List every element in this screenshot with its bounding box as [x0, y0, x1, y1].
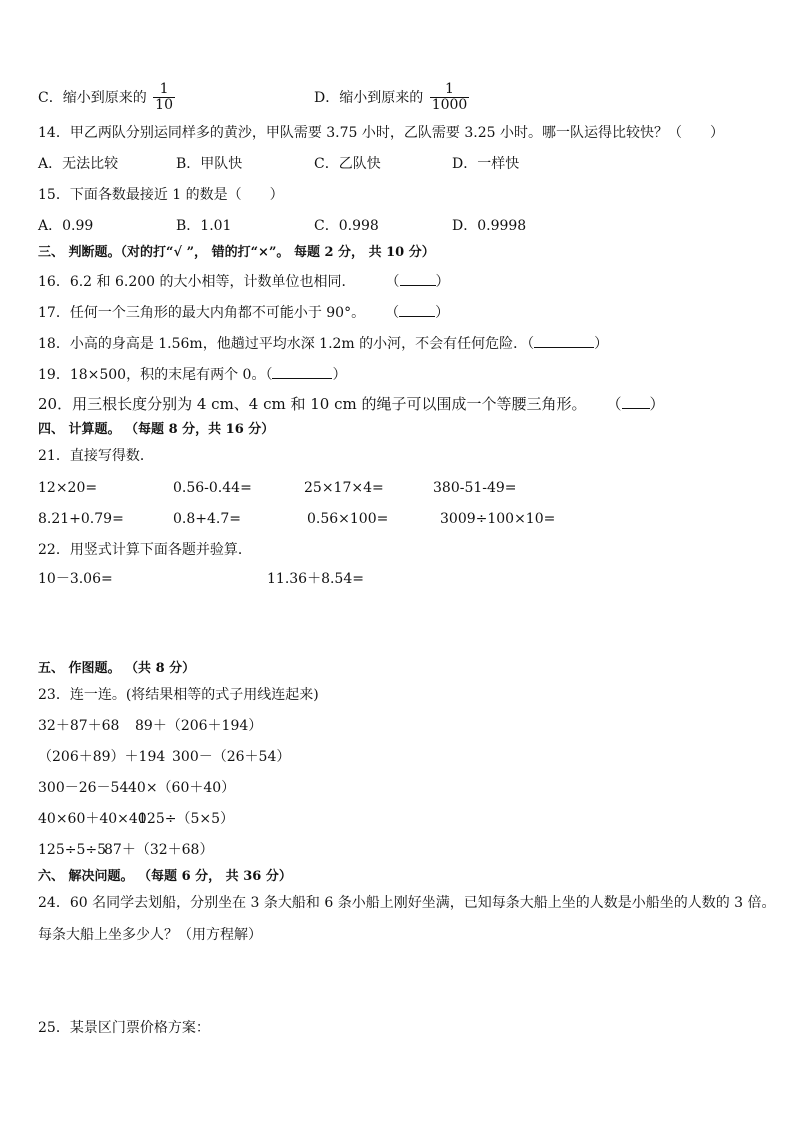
q16-close: ）: [435, 274, 450, 290]
q15-stem: 15．下面各数最接近 1 的数是（ ）: [38, 187, 284, 203]
q15-option-a: A．0.99: [38, 218, 94, 234]
q18: 18．小高的身高是 1.56m，他趟过平均水深 1.2m 的小河，不会有任何危险．（ ）: [38, 336, 609, 352]
q14-stem: 14．甲乙两队分别运同样多的黄沙，甲队需要 3.75 小时，乙队需要 3.25 小时。哪一队运得比较快？（ ）: [38, 125, 724, 141]
q16: 16．6.2 和 6.200 的大小相等，计数单位也相同． （ ）: [38, 274, 450, 290]
q15-option-d: D．0.9998: [452, 218, 527, 234]
q21-item: 0.56-0.44=: [173, 480, 252, 496]
q20: 20．用三根长度分别为 4 cm、4 cm 和 10 cm 的绳子可以围成一个等腰三角形。 （ ）: [38, 395, 665, 413]
q18-text: 18．小高的身高是 1.56m，他趟过平均水深 1.2m 的小河，不会有任何危险．: [38, 336, 528, 352]
q20-text: 20．用三根长度分别为 4 cm、4 cm 和 10 cm 的绳子可以围成一个等腰三角形。: [38, 395, 587, 413]
q21-item: 0.56×100=: [307, 511, 389, 527]
q23-left-expression[interactable]: 300－26－54: [38, 780, 129, 796]
q17-answer-blank[interactable]: [399, 304, 435, 317]
section-4-heading: 四、 计算题。 （每题 8 分，共 16 分）: [38, 422, 275, 437]
q23-right-expression[interactable]: 40×（60＋40）: [128, 780, 236, 796]
q23-left-expression[interactable]: 125÷5÷5: [38, 842, 106, 858]
q13-option-d-fraction: [430, 82, 470, 114]
q18-answer-blank[interactable]: [534, 335, 594, 348]
q21-item: 12×20=: [38, 480, 98, 496]
q13-option-c-numerator: 1: [153, 82, 175, 98]
q20-close: ）: [649, 395, 665, 413]
q18-close: ）: [594, 336, 609, 352]
q21-item: 25×17×4=: [304, 480, 384, 496]
q24-line-1: 24．60 名同学去划船，分别坐在 3 条大船和 6 条小船上刚好坐满，已知每条大船上坐的人数是小船坐的人数的 3 倍。: [38, 895, 776, 911]
section-5-heading: 五、 作图题。 （共 8 分）: [38, 661, 196, 676]
q19-answer-blank[interactable]: [272, 366, 332, 379]
q23-left-expression[interactable]: 40×60＋40×40: [38, 811, 147, 827]
q23-right-expression[interactable]: 300－（26＋54）: [172, 749, 291, 765]
q17: 17．任何一个三角形的最大内角都不可能小于 90°。 （ ）: [38, 305, 450, 321]
q23-left-expression[interactable]: 32＋87＋68: [38, 718, 120, 734]
q21-item: 380-51-49=: [433, 480, 517, 496]
q21-item: 3009÷100×10=: [440, 511, 556, 527]
q25-stem: 25．某景区门票价格方案：: [38, 1020, 210, 1036]
q14-option-b: B．甲队快: [176, 156, 243, 172]
q13-option-c-denominator: 10: [155, 97, 173, 114]
q19-close: ）: [332, 367, 347, 383]
q23-right-expression[interactable]: 89＋（206＋194）: [135, 718, 263, 734]
q21-stem: 21．直接写得数．: [38, 448, 154, 464]
q23-right-expression[interactable]: 125÷（5×5）: [138, 811, 234, 827]
q19-text: 19．18×500，积的末尾有两个 0。: [38, 367, 266, 383]
section-6-heading: 六、 解决问题。 （每题 6 分， 共 36 分）: [38, 869, 292, 884]
q24-line-2: 每条大船上坐多少人？（用方程解）: [38, 927, 262, 943]
q13-option-d-denominator: 1000: [431, 97, 468, 114]
q13-option-c: [38, 82, 175, 114]
q13-option-d-label: D．缩小到原来的: [314, 89, 424, 106]
q13-option-d-numerator: 1: [430, 82, 470, 98]
q14-option-a: A．无法比较: [38, 156, 119, 172]
q23-left-expression[interactable]: （206＋89）＋194: [38, 749, 166, 765]
q14-option-d: D．一样快: [452, 156, 520, 172]
q14-option-c: C．乙队快: [314, 156, 381, 172]
q19: 19．18×500，积的末尾有两个 0。（ ）: [38, 367, 347, 383]
q17-text: 17．任何一个三角形的最大内角都不可能小于 90°。: [38, 305, 366, 321]
q21-item: 0.8+4.7=: [173, 511, 241, 527]
q23-right-expression[interactable]: 87＋（32＋68）: [104, 842, 214, 858]
q15-option-b: B．1.01: [176, 218, 232, 234]
q16-answer-blank[interactable]: [400, 273, 436, 286]
q22-item: 11.36＋8.54=: [267, 571, 364, 587]
q22-item: 10－3.06=: [38, 571, 113, 587]
q16-text: 16．6.2 和 6.200 的大小相等，计数单位也相同．: [38, 274, 356, 290]
q21-item: 8.21+0.79=: [38, 511, 124, 527]
q22-stem: 22．用竖式计算下面各题并验算．: [38, 542, 252, 558]
q23-stem: 23．连一连。(将结果相等的式子用线连起来): [38, 687, 319, 703]
q13-option-c-fraction: [153, 82, 175, 114]
q13-option-c-label: C．缩小到原来的: [38, 89, 147, 106]
section-3-heading: 三、 判断题。（对的打“√ ”， 错的打“×”。 每题 2 分， 共 10 分）: [38, 245, 435, 260]
q20-answer-blank[interactable]: [622, 396, 650, 409]
q15-option-c: C．0.998: [314, 218, 379, 234]
q13-option-d: [314, 82, 469, 114]
q17-close: ）: [435, 305, 450, 321]
